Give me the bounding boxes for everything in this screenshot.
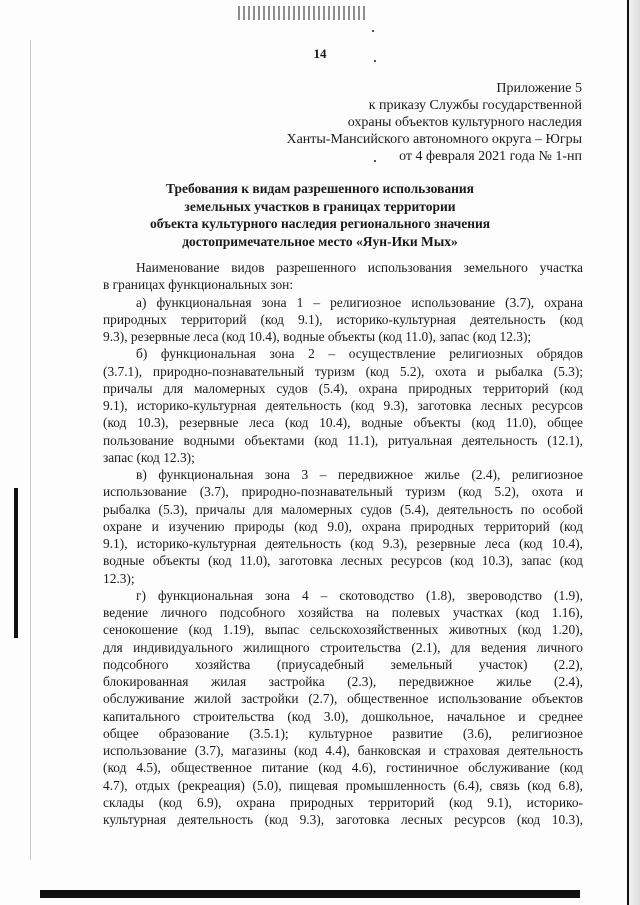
body-line: природных территорий (код 9.1), историко-культурная деятельность (код xyxy=(103,311,583,327)
scan-artifact-right-line xyxy=(627,0,629,905)
body-line: для индивидуального жилищного строительства (2.1), для ведения личного xyxy=(103,639,583,655)
body-line: рыбалка (5.3), причалы для маломерных судов (5.4), деятельность по особой xyxy=(103,501,583,517)
title-line: Требования к видам разрешенного использования xyxy=(166,181,474,196)
body-line: 9.3), резервные леса (код 10.4), водные объекты (код 11.0), запас (код 12.3); xyxy=(103,329,532,344)
body-line: Наименование видов разрешенного использования земельного участка xyxy=(136,260,583,275)
body-line: 12.3); xyxy=(103,570,135,586)
body-line: (3.7.1), природно-познавательный туризм (код 5.2), охота и рыбалка (5.3); xyxy=(103,363,583,379)
body-line: (код 4.5), общественное питание (код 4.6), гостиничное обслуживание (код xyxy=(103,760,583,776)
title-line: достопримечательное место «Яун-Ики Мых» xyxy=(182,233,458,249)
body-line: использование (3.7), природно-познавательный туризм (код 5.2), охота и xyxy=(103,484,583,500)
document-title xyxy=(0,180,640,250)
body-line: охране и изучению природы (код 9.0), охрана природных территорий (код xyxy=(103,518,583,534)
scan-artifact-left-bar xyxy=(14,488,18,638)
body-line: а) функциональная зона 1 – религиозное использование (3.7), охрана xyxy=(136,294,583,310)
body-line: склады (код 6.9), охрана природных территорий (код 9.1), историко- xyxy=(103,794,583,810)
body-line: 4.7), отдых (рекреация) (5.0), пищевая промышленность (6.4), связь (код 6.8), xyxy=(103,777,583,793)
body-line: капитального строительства (код 3.0), дошкольное, начальное и среднее xyxy=(103,708,583,724)
scan-artifact-top xyxy=(238,6,368,20)
page-number: 14 xyxy=(313,46,327,61)
body-text xyxy=(103,259,583,828)
body-line: запас (код 12.3); xyxy=(103,449,195,465)
appendix-header xyxy=(286,80,582,165)
appendix-line: Ханты-Мансийского автономного округа – Югры xyxy=(286,132,582,147)
body-line: культурная деятельность (код 9.3), заготовка лесных ресурсов (код 10.3), xyxy=(103,812,583,827)
body-line: (код 10.3), резервные леса (код 10.4), водные объекты (код 11.0), общее xyxy=(103,415,583,431)
body-line: подсобного хозяйства (приусадебный земельный участок) (2.2), xyxy=(103,656,583,672)
body-line: б) функциональная зона 2 – осуществление религиозных обрядов xyxy=(136,346,583,362)
scan-artifact-bottom-bar xyxy=(40,890,580,898)
title-line: объекта культурного наследия регионального значения xyxy=(149,216,491,231)
appendix-line: к приказу Службы государственной xyxy=(368,98,582,113)
body-line: в границах функциональных зон: xyxy=(103,277,294,293)
body-line: ведение личного подсобного хозяйства на полевых участках (код 1.16), xyxy=(103,605,583,620)
body-line: в) функциональная зона 3 – передвижное жилье (2.4), религиозное xyxy=(136,467,583,482)
title-line: земельных участков в границах территории xyxy=(184,198,456,214)
body-line: 9.1), историко-культурная деятельность (код 9.3), резервные леса (код 10.4), xyxy=(103,536,583,551)
scan-artifact-left-line xyxy=(30,40,31,860)
appendix-line: Приложение 5 xyxy=(496,81,582,96)
body-line: причалы для маломерных судов (5.4), охрана природных территорий (код xyxy=(103,380,583,396)
body-line: сенокошение (код 1.19), выпас сельскохозяйственных животных (код 1.20), xyxy=(103,622,583,638)
appendix-line: от 4 февраля 2021 года № 1-нп xyxy=(399,149,582,164)
body-line: блокированная жилая застройка (2.3), передвижное жилье (2.4), xyxy=(103,674,583,689)
body-line: использование (3.7), магазины (код 4.4), банковская и страховая деятельность xyxy=(103,743,583,758)
body-line: общее образование (3.5.1); культурное развитие (3.6), религиозное xyxy=(103,725,583,741)
scan-artifact-right-edge xyxy=(628,0,640,905)
body-line: водные объекты (код 11.0), заготовка лесных ресурсов (код 10.3), запас (код xyxy=(103,553,583,569)
appendix-line: охраны объектов культурного наследия xyxy=(347,115,582,130)
scan-speck xyxy=(372,30,374,32)
body-line: 9.1), историко-культурная деятельность (код 9.3), заготовка лесных ресурсов xyxy=(103,398,583,413)
body-line: обслуживание жилой застройки (2.7), общественное использование объектов xyxy=(103,691,583,707)
body-line: г) функциональная зона 4 – скотоводство (1.8), звероводство (1.9), xyxy=(136,587,583,603)
body-line: пользование водными объектами (код 11.1), ритуальная деятельность (12.1), xyxy=(103,432,583,448)
